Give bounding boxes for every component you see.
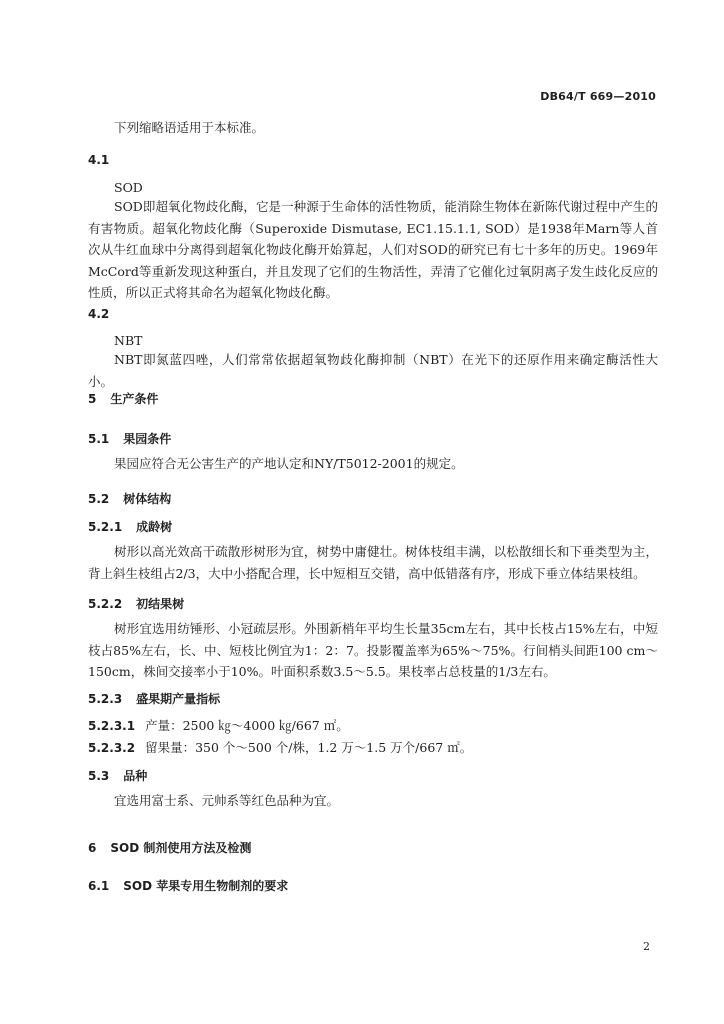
section-number: 5.1 <box>88 432 110 446</box>
clause-4-1-number: 4.1 <box>88 153 110 167</box>
section-title: 生产条件 <box>110 392 159 406</box>
nbt-definition-paragraph: NBT即氮蓝四唑，人们常常依据超氧物歧化酶抑制（NBT）在光下的还原作用来确定酶活性大小。 <box>88 352 658 389</box>
section-number: 5 <box>88 392 97 406</box>
clause-4-2-number: 4.2 <box>88 307 110 321</box>
section-6-1-heading <box>88 877 288 894</box>
section-number: 6 <box>88 841 97 855</box>
section-6-heading <box>88 839 251 856</box>
section-5-2-1-heading <box>88 518 172 535</box>
fruit-count-item <box>88 738 472 756</box>
section-title: SOD 苹果专用生物制剂的要求 <box>123 879 289 893</box>
term-sod: SOD <box>114 180 143 195</box>
variety-paragraph: 宜选用富士系、元帅系等红色品种为宜。 <box>114 793 340 808</box>
intro-text: 下列缩略语适用于本标准。 <box>114 120 265 135</box>
section-title: 果园条件 <box>123 432 172 446</box>
orchard-conditions-paragraph: 果园应符合无公害生产的产地认定和NY/T5012-2001的规定。 <box>114 456 464 471</box>
section-5-3-heading <box>88 767 147 784</box>
sod-definition-paragraph: SOD即超氧化物歧化酶，它是一种源于生命体的活性物质，能消除生物体在新陈代谢过程中产生的有害物质。超氧化物歧化酶（Superoxide Dismutase, EC1.15.1.1, SOD）是1938年Marn等人首次从牛红血球中分离得到超氧化物歧化酶开始算起，人们对SOD的研究已有七十多年的历史。1969年McCord等重新发现这种蛋白，并且发现了它们的生物活性，弄清了它催化过氧阴离子发生歧化反应的性质，所以正式将其命名为超氧化物歧化酶。 <box>88 199 658 300</box>
item-text: 留果量：350 个～500 个/株，1.2 万～1.5 万个/667 ㎡。 <box>145 740 473 755</box>
section-number: 5.3 <box>88 769 110 783</box>
item-text: 产量：2500 ㎏～4000 ㎏/667 ㎡。 <box>145 718 349 733</box>
section-title: 树体结构 <box>123 492 172 506</box>
mature-tree-paragraph: 树形以高光效高干疏散形树形为宜，树势中庸健壮。树体枝组丰满，以松散细长和下垂类型为主，背上斜生枝组占2/3，大中小搭配合理，长中短相互交错，高中低错落有序，形成下垂立体结果枝组。 <box>88 544 658 581</box>
section-5-heading <box>88 390 158 407</box>
section-title: 品种 <box>123 769 148 783</box>
section-number: 5.2.3 <box>88 692 123 706</box>
term-nbt: NBT <box>114 333 143 348</box>
section-number: 5.2.2 <box>88 597 123 611</box>
document-code: DB64/T 669—2010 <box>540 90 656 103</box>
section-5-2-3-heading <box>88 690 220 707</box>
young-tree-paragraph: 树形宜选用纺锤形、小冠疏层形。外围新梢年平均生长量35cm左右，其中长枝占15%左右，中短枝占85%左右，长、中、短枝比例宜为1：2：7。投影覆盖率为65%～75%。行间梢头间距100 cm～150cm，株间交接率小于10%。叶面积系数3.5～5.5。果枝率占总枝量的1/3左右。 <box>88 621 658 679</box>
section-number: 6.1 <box>88 879 110 893</box>
section-title: SOD 制剂使用方法及检测 <box>110 841 252 855</box>
item-number: 5.2.3.1 <box>88 719 136 733</box>
page-number: 2 <box>643 940 650 953</box>
item-number: 5.2.3.2 <box>88 741 136 755</box>
section-number: 5.2.1 <box>88 520 123 534</box>
section-title: 初结果树 <box>136 597 185 611</box>
section-number: 5.2 <box>88 492 110 506</box>
section-title: 盛果期产量指标 <box>136 692 221 706</box>
section-5-2-2-heading <box>88 595 184 612</box>
section-5-1-heading <box>88 430 171 447</box>
section-title: 成龄树 <box>136 520 173 534</box>
section-5-2-heading <box>88 490 171 507</box>
yield-item <box>88 716 349 734</box>
